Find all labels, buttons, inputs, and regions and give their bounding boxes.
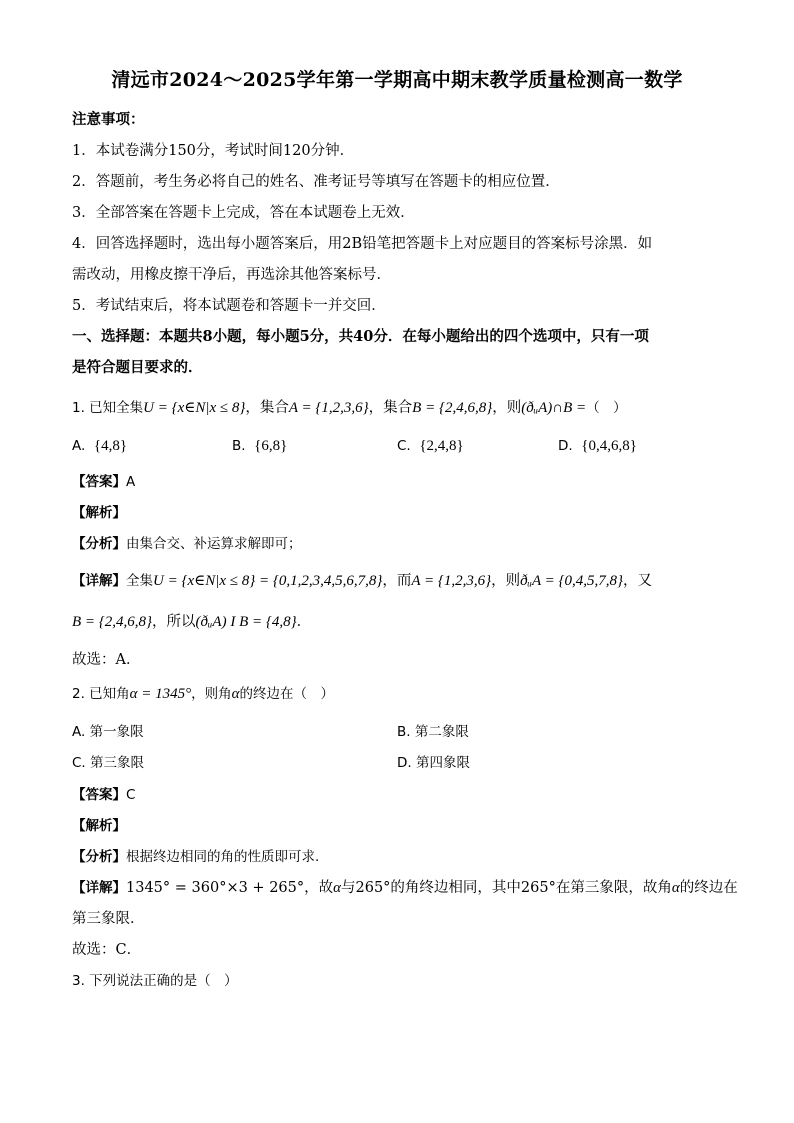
- q1-option-a-label: A.: [72, 438, 86, 454]
- q1-xiangjie-line1: [72, 571, 652, 591]
- q1-stem-a: 1. 已知全集: [72, 400, 144, 416]
- notice-item-5: 5．考试结束后，将本试题卷和答题卡一并交回．: [72, 298, 386, 314]
- q1-analysis-tag: 【解析】: [72, 505, 126, 521]
- q1-option-a: [72, 436, 127, 456]
- q2-option-c-value: 第三象限: [90, 755, 145, 771]
- q2-stem-c: 的终边在（ ）: [239, 686, 335, 702]
- q2-option-d-value: 第四象限: [415, 755, 470, 771]
- q1-option-c: [397, 436, 464, 456]
- notice-item-2: 2．答题前，考生务必将自己的姓名、准考证号等填写在答题卡的相应位置．: [72, 174, 560, 190]
- question-1-stem: [72, 398, 627, 418]
- q2-option-c: [72, 753, 144, 773]
- q1-answer-value: A: [126, 474, 136, 490]
- section-heading-line2: 是符合题目要求的．: [72, 359, 203, 376]
- q2-fenxi: [72, 847, 319, 867]
- q1-answer: [72, 472, 135, 492]
- q2-xj-alpha2: α: [671, 880, 680, 896]
- q1-expr: (ðᵤA)∩B =: [521, 400, 587, 416]
- q2-xiangjie-line2: 第三象限．: [72, 911, 145, 927]
- q1-xj-d: ，又: [623, 573, 653, 589]
- q2-option-a-value: 第一象限: [89, 724, 144, 740]
- q1-xj-c: ，则: [491, 573, 521, 589]
- q1-option-b: [232, 436, 287, 456]
- q1-set-a: A = {1,2,3,6}: [288, 400, 369, 416]
- notice-item-4-cont: 需改动，用橡皮擦干净后，再选涂其他答案标号．: [72, 267, 391, 283]
- q2-option-c-label: C.: [72, 755, 86, 771]
- q1-option-c-label: C.: [397, 438, 411, 454]
- q1-xj-b: ，而: [382, 573, 412, 589]
- q2-xiangjie-tag: 【详解】: [72, 880, 126, 896]
- notice-item-1: 1．本试卷满分150分，考试时间120分钟．: [72, 143, 355, 159]
- q2-xj-a: 1345° = 360°×3 + 265°，故: [126, 880, 334, 896]
- q1-xj2-b: B = {2,4,6,8}: [72, 614, 153, 630]
- q2-option-a: [72, 722, 144, 742]
- q1-stem-c: ，集合: [368, 400, 413, 416]
- q1-option-d-label: D.: [558, 438, 573, 454]
- q2-answer-tag: 【答案】: [72, 787, 126, 803]
- q1-xj-a: 全集: [126, 573, 153, 589]
- q2-option-d: [397, 753, 470, 773]
- q1-stem-d: ，则: [492, 400, 522, 416]
- q1-option-a-value: {4,8}: [93, 438, 128, 454]
- q1-xj2-mid: ，所以: [152, 614, 196, 630]
- q2-option-a-label: A.: [72, 724, 86, 740]
- q2-answer: [72, 785, 135, 805]
- q1-fenxi-tag: 【分析】: [72, 536, 126, 552]
- q2-xj-c: 的终边在: [679, 880, 738, 896]
- q2-fenxi-tag: 【分析】: [72, 849, 126, 865]
- q1-option-d-value: {0,4,6,8}: [581, 438, 637, 454]
- q1-xiangjie-tag: 【详解】: [72, 573, 126, 589]
- q1-xj-set-a: A = {1,2,3,6}: [411, 573, 492, 589]
- q2-option-d-label: D.: [397, 755, 412, 771]
- q1-xj2-end: ．: [296, 614, 312, 630]
- q1-option-b-value: {6,8}: [254, 438, 288, 454]
- q2-alpha: α: [231, 686, 240, 702]
- q2-xj-b: 与265°的角终边相同，其中265°在第三象限，故角: [341, 880, 672, 896]
- q2-xj-alpha: α: [333, 880, 341, 896]
- q1-xiangjie-line2: [72, 612, 311, 632]
- q1-option-b-label: B.: [232, 438, 246, 454]
- q1-option-c-value: {2,4,8}: [419, 438, 464, 454]
- q2-stem-b: ，则角: [191, 686, 232, 702]
- q1-answer-tag: 【答案】: [72, 474, 126, 490]
- q1-xj-u: U = {x∈N|x ≤ 8} = {0,1,2,3,4,5,6,7,8}: [153, 573, 383, 589]
- q2-xiangjie-line1: [72, 878, 738, 898]
- q1-fenxi-text: 由集合交、补运算求解即可；: [126, 536, 302, 552]
- q1-xj2-expr: (ðᵤA) I B = {4,8}: [195, 614, 297, 630]
- notice-heading: 注意事项：: [72, 111, 145, 128]
- q2-answer-value: C: [126, 787, 136, 803]
- q2-option-b-label: B.: [397, 724, 411, 740]
- q1-paren: （ ）: [586, 400, 627, 416]
- q2-angle: α = 1345°: [129, 686, 192, 702]
- notice-item-4: 4．回答选择题时，选出每小题答案后，用2B铅笔把答题卡上对应题目的答案标号涂黑．如: [72, 236, 653, 252]
- q1-option-d: [558, 436, 637, 456]
- q2-fenxi-text: 根据终边相同的角的性质即可求.: [126, 849, 320, 865]
- q1-xj-cua: ðᵤA = {0,4,5,7,8}: [520, 573, 624, 589]
- section-heading-line1: 一、选择题：本题共8小题，每小题5分，共40分．在每小题给出的四个选项中，只有一项: [72, 328, 649, 345]
- q2-analysis-tag: 【解析】: [72, 818, 126, 834]
- q2-conclusion: 故选：C．: [72, 942, 142, 958]
- q2-stem-a: 2. 已知角: [72, 686, 130, 702]
- q2-option-b: [397, 722, 469, 742]
- question-3-stem: 3. 下列说法正确的是（ ）: [72, 973, 238, 989]
- q1-conclusion: 故选：A．: [72, 652, 141, 668]
- q1-set-b: B = {2,4,6,8}: [412, 400, 493, 416]
- notice-item-3: 3．全部答案在答题卡上完成，答在本试题卷上无效．: [72, 205, 415, 221]
- q1-set-u: U = {x∈N|x ≤ 8}: [143, 400, 246, 416]
- page-title: 清远市2024～2025学年第一学期高中期末教学质量检测高一数学: [111, 69, 683, 91]
- question-2-stem: [72, 684, 334, 704]
- q1-stem-b: ，集合: [245, 400, 289, 416]
- q1-fenxi: [72, 534, 302, 554]
- q2-option-b-value: 第二象限: [414, 724, 469, 740]
